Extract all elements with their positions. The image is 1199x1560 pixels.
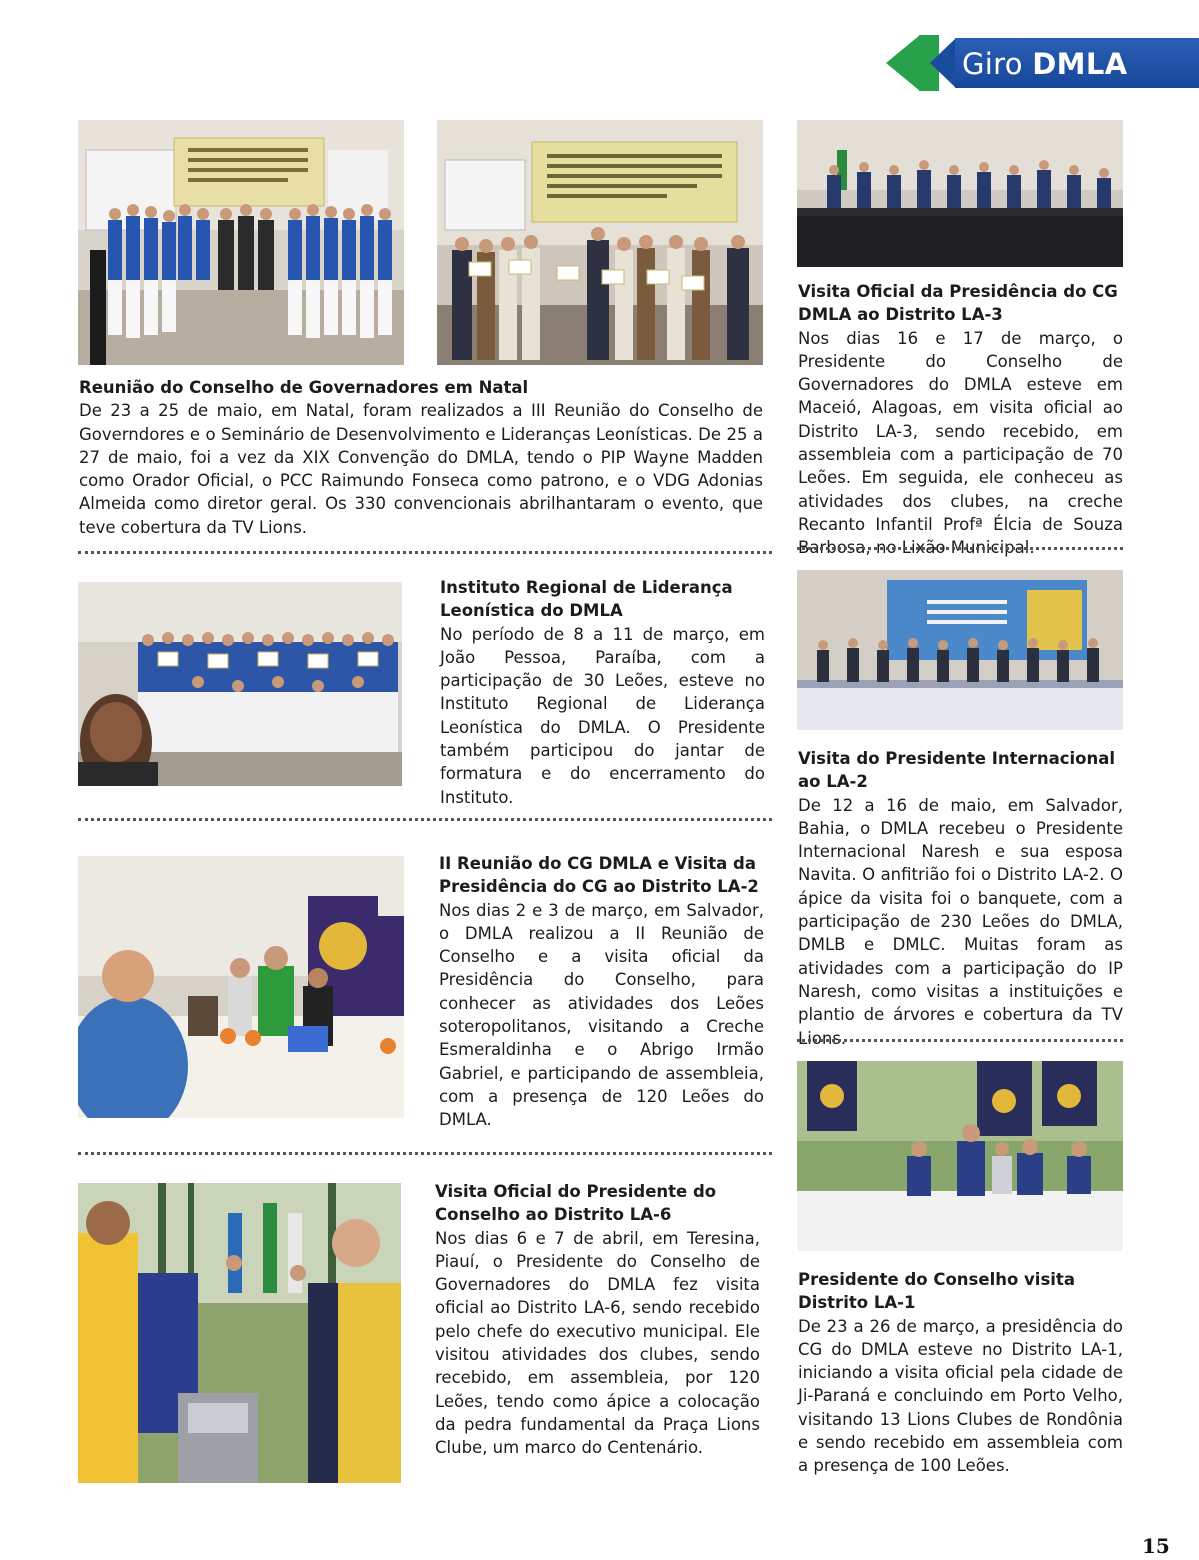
photo-instituto-group (78, 582, 402, 786)
dotted-divider (78, 818, 772, 821)
page-number: 15 (1142, 1534, 1170, 1558)
photo-la6-ceremony (78, 1183, 401, 1483)
article-la2-cg (439, 852, 764, 1132)
article-title: Visita Oficial da Presidência do CG DMLA ao Distrito LA-3 (798, 282, 1118, 325)
article-natal (79, 376, 763, 539)
photo-natal-certificates (437, 120, 763, 365)
photo-la1-assembly (797, 1061, 1123, 1251)
article-body: Nos dias 6 e 7 de abril, em Teresina, Piauí, o Presidente do Conselho de Governadores do DMLA fez visita oficial ao Distrito LA-6, sendo recebido pelo chefe do executivo municipal. Ele visitou atividades dos clubes, sendo recebido, em assembleia, por 120 Leões, tendo como ápice a colocação da pedra fundamental da Praça Lions Clube, um marco do Centenário. (435, 1228, 760, 1458)
dotted-divider (797, 1039, 1123, 1042)
photo-la2-international (797, 570, 1123, 730)
dotted-divider (797, 547, 1123, 550)
article-title: Visita do Presidente Internacional ao LA-2 (798, 749, 1116, 792)
article-body: De 23 a 26 de março, a presidência do CG do DMLA esteve no Distrito LA-1, iniciando a visita oficial pela cidade de Ji-Paraná e concluindo em Porto Velho, visitando 13 Lions Clubes de Rondônia e sendo recebido em assembleia com a presença de 100 Leões. (798, 1316, 1123, 1476)
article-title: II Reunião do CG DMLA e Visita da Presidência do CG ao Distrito LA-2 (439, 854, 759, 897)
article-body: De 12 a 16 de maio, em Salvador, Bahia, o DMLA recebeu o Presidente Internacional Naresh e sua esposa Navita. O anfitrião foi o Distrito LA-2. O ápice da visita foi o banquete, com a participação de 230 Leões do DMLA, DMLB e DMLC. Muitas foram as atividades com a participação do IP Naresh, como visitas a instituições e plantio de árvores e cobertura da TV Lions. (798, 795, 1123, 1048)
article-la2-international (798, 747, 1123, 1050)
section-title: Giro DMLA (962, 47, 1128, 81)
article-instituto (440, 576, 765, 809)
article-body: De 23 a 25 de maio, em Natal, foram realizados a III Reunião do Conselho de Governdores e o Seminário de Desenvolvimento e Lideranças Leonísticas. De 25 a 27 de maio, foi a vez da XIX Convenção do DMLA, tendo o PIP Wayne Madden como Orador Oficial, o PCC Raimundo Fonseca como patrono, e o VDG Adonias Almeida como diretor geral. Os 330 convencionais abrilhantaram o evento, que teve cobertura da TV Lions. (79, 401, 763, 537)
article-la1 (798, 1268, 1123, 1478)
photo-la2-dinner (78, 856, 404, 1118)
dotted-divider (78, 551, 772, 554)
section-header (886, 35, 1199, 91)
article-la3 (798, 280, 1123, 560)
article-title: Visita Oficial do Presidente do Conselho ao Distrito LA-6 (435, 1182, 717, 1225)
article-title: Instituto Regional de Liderança Leonística do DMLA (440, 578, 733, 621)
article-body: Nos dias 16 e 17 de março, o Presidente do Conselho de Governadores do DMLA esteve em Maceió, Alagoas, em visita oficial ao Distrito LA-3, sendo recebido, em assembleia com a participação de 70 Leões. Em seguida, ele conheceu as atividades dos clubes, na creche Recanto Infantil Profª Élcia de Souza Barbosa, no Lixão Municipal. (798, 328, 1123, 558)
article-body: No período de 8 a 11 de março, em João Pessoa, Paraíba, com a participação de 30 Leões, esteve no Instituto Regional de Liderança Leonística do DMLA. O Presidente também participou do jantar de formatura e do encerramento do Instituto. (440, 624, 765, 807)
article-body: Nos dias 2 e 3 de março, em Salvador, o DMLA realizou a II Reunião de Conselho e a visita oficial da Presidência do Conselho, para conhecer as atividades dos Leões soteropolitanos, visitando a Creche Esmeraldinha e o Abrigo Irmão Gabriel, e participando de assembleia, com a presença de 120 Leões do DMLA. (439, 900, 764, 1130)
article-title: Presidente do Conselho visita Distrito LA-1 (798, 1270, 1075, 1313)
dotted-divider (78, 1152, 772, 1155)
article-la6 (435, 1180, 760, 1460)
article-title: Reunião do Conselho de Governadores em Natal (79, 378, 529, 397)
photo-natal-group (78, 120, 404, 365)
photo-la3-assembly (797, 120, 1123, 267)
